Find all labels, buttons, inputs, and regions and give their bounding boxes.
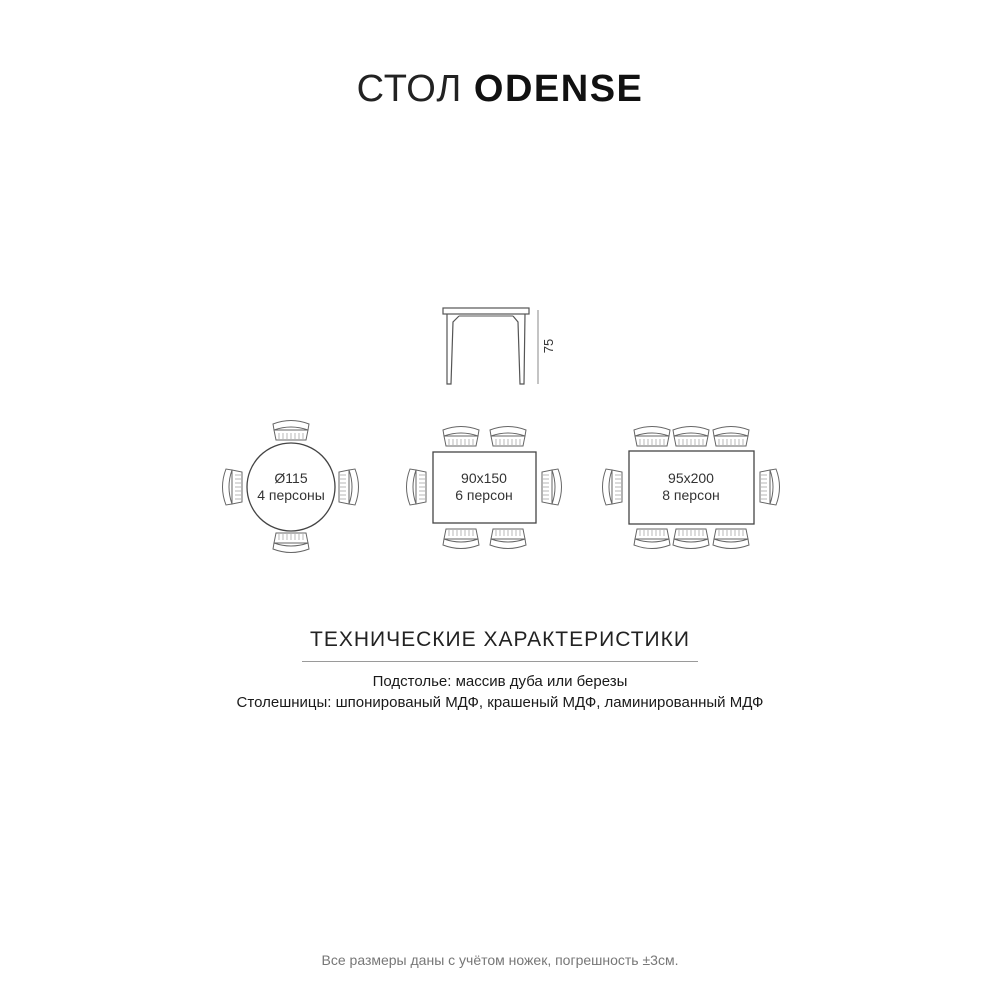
layout-rect-8 — [603, 427, 780, 549]
layout-rect-6 — [407, 427, 562, 549]
title-light: СТОЛ — [356, 68, 463, 110]
layout-capacity-label: 6 персон — [455, 487, 513, 503]
height-label: 75 — [541, 338, 556, 354]
layout-size-label: 90x150 — [461, 470, 507, 486]
layout-capacity-label: 4 персоны — [257, 487, 325, 503]
spec-heading: ТЕХНИЧЕСКИЕ ХАРАКТЕРИСТИКИ — [310, 628, 690, 651]
spec-divider — [302, 661, 698, 662]
layout-size-label: Ø115 — [274, 470, 308, 486]
layout-round-4 — [223, 421, 359, 553]
layout-size-label: 95x200 — [668, 470, 714, 486]
title-bold: ODENSE — [473, 68, 644, 110]
side-view-drawing — [443, 308, 556, 384]
spec-line-base: Подстолье: массив дуба или березы — [372, 673, 628, 690]
spec-line-tops: Столешницы: шпонированый МДФ, крашеный МДФ, ламинированный МДФ — [236, 694, 764, 711]
layout-capacity-label: 8 персон — [662, 487, 720, 503]
footnote: Все размеры даны с учётом ножек, погрешность ±3см. — [321, 952, 679, 968]
